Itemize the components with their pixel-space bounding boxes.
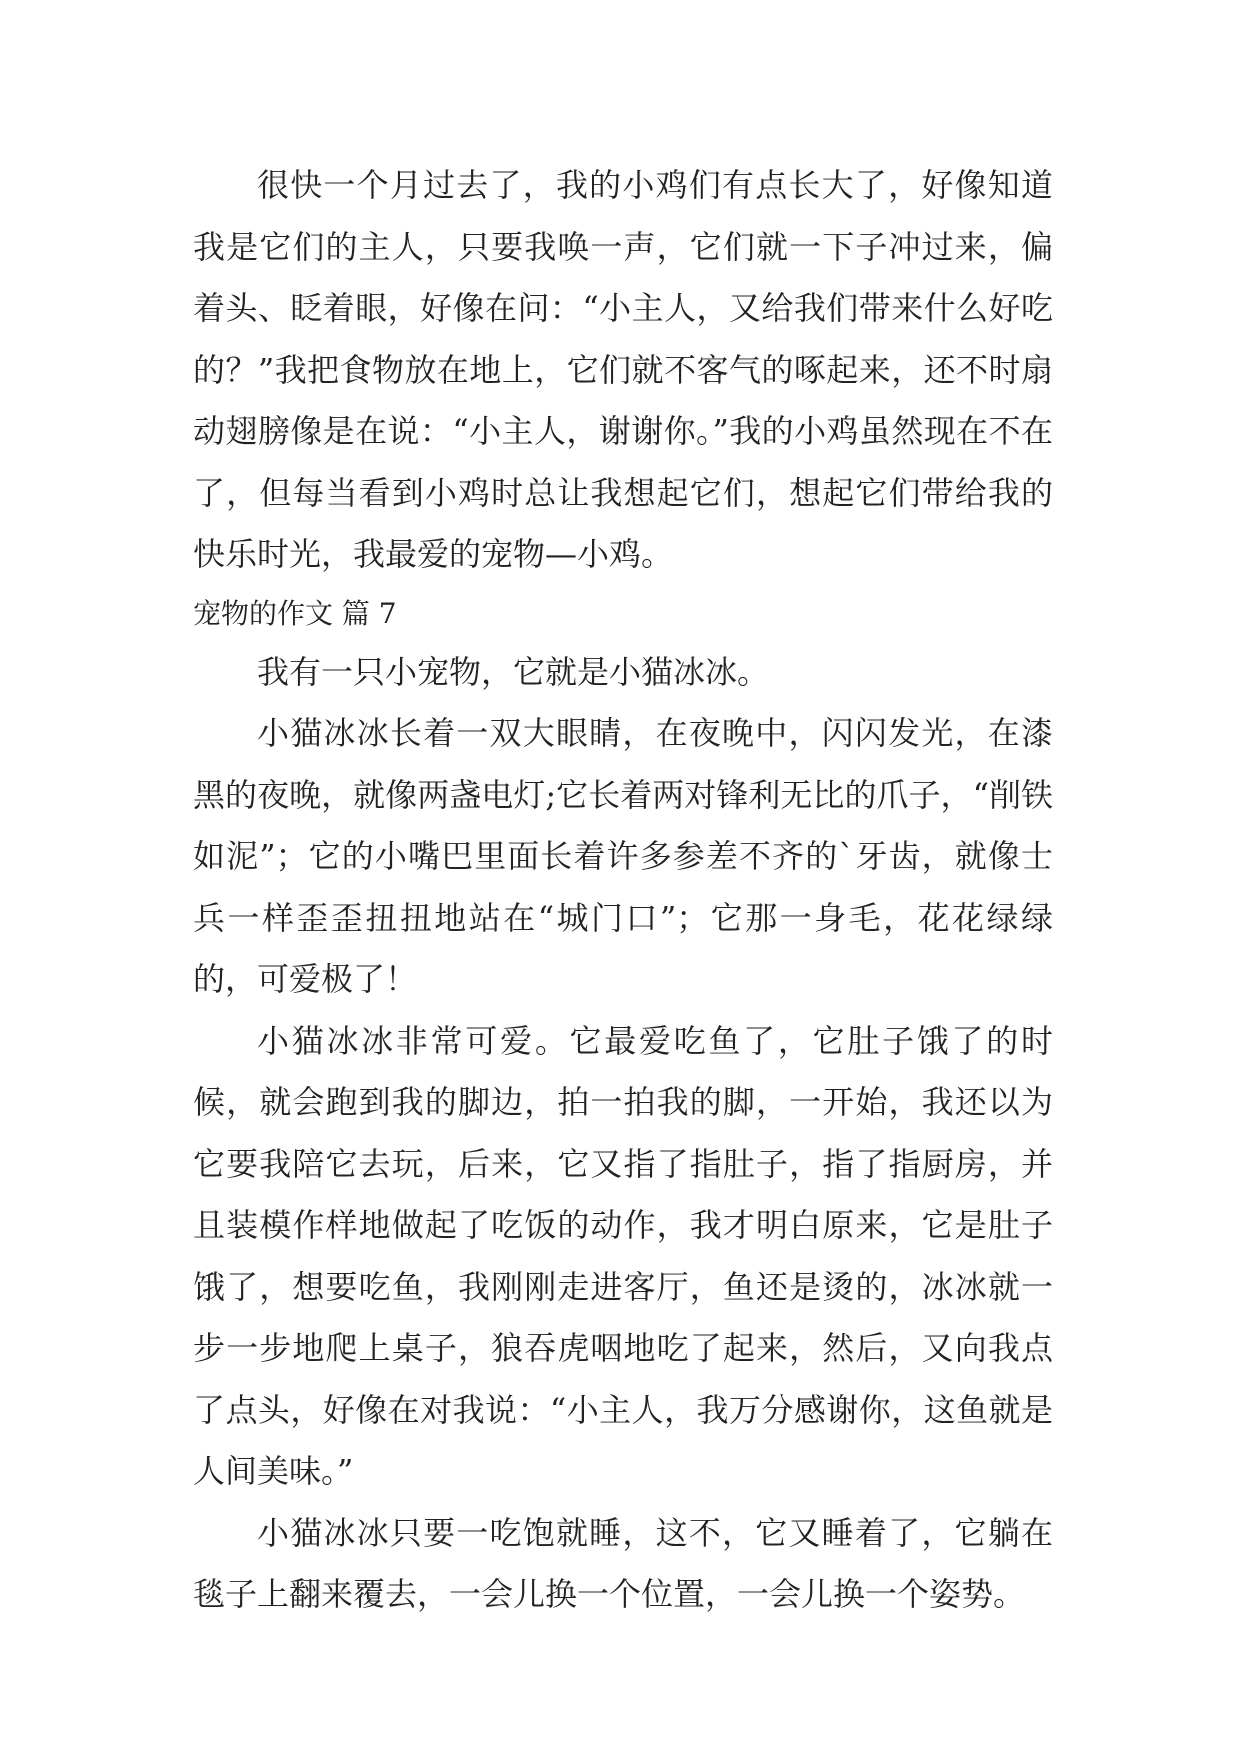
paragraph: 我有一只小宠物，它就是小猫冰冰。 (257, 652, 770, 691)
paragraph: 小猫冰冰长着一双大眼睛，在夜晚中，闪闪发光，在漆黑的夜晚，就像两盏电灯;它长着两对锋利无比的爪子，“削铁如泥”；它的小嘴巴里面长着许多参差不齐的`牙齿，就像士兵一样歪歪扭扭地站在“城门口”；它那一身毛，花花绿绿的，可爱极了！ (193, 714, 1053, 998)
paragraph: 小猫冰冰只要一吃饱就睡，这不，它又睡着了，它躺在毯子上翻来覆去，一会儿换一个位置，一会儿换一个姿势。 (193, 1513, 1053, 1613)
document-body (193, 155, 1053, 1626)
paragraph: 很快一个月过去了，我的小鸡们有点长大了，好像知道我是它们的主人，只要我唤一声，它们就一下子冲过来，偏着头、眨着眼，好像在问：“小主人，又给我们带来什么好吃的？”我把食物放在地上，它们就不客气的啄起来，还不时扇动翅膀像是在说：“小主人，谢谢你。”我的小鸡虽然现在不在了，但每当看到小鸡时总让我想起它们，想起它们带给我的快乐时光，我最爱的宠物—小鸡。 (193, 166, 1053, 573)
section-heading: 宠物的作文 篇 7 (193, 596, 397, 630)
paragraph: 小猫冰冰非常可爱。它最爱吃鱼了，它肚子饿了的时候，就会跑到我的脚边，拍一拍我的脚，一开始，我还以为它要我陪它去玩，后来，它又指了指肚子，指了指厨房，并且装模作样地做起了吃饭的动作，我才明白原来，它是肚子饿了，想要吃鱼，我刚刚走进客厅，鱼还是烫的，冰冰就一步一步地爬上桌子，狼吞虎咽地吃了起来，然后，又向我点了点头，好像在对我说：“小主人，我万分感谢你，这鱼就是人间美味。” (193, 1021, 1053, 1490)
